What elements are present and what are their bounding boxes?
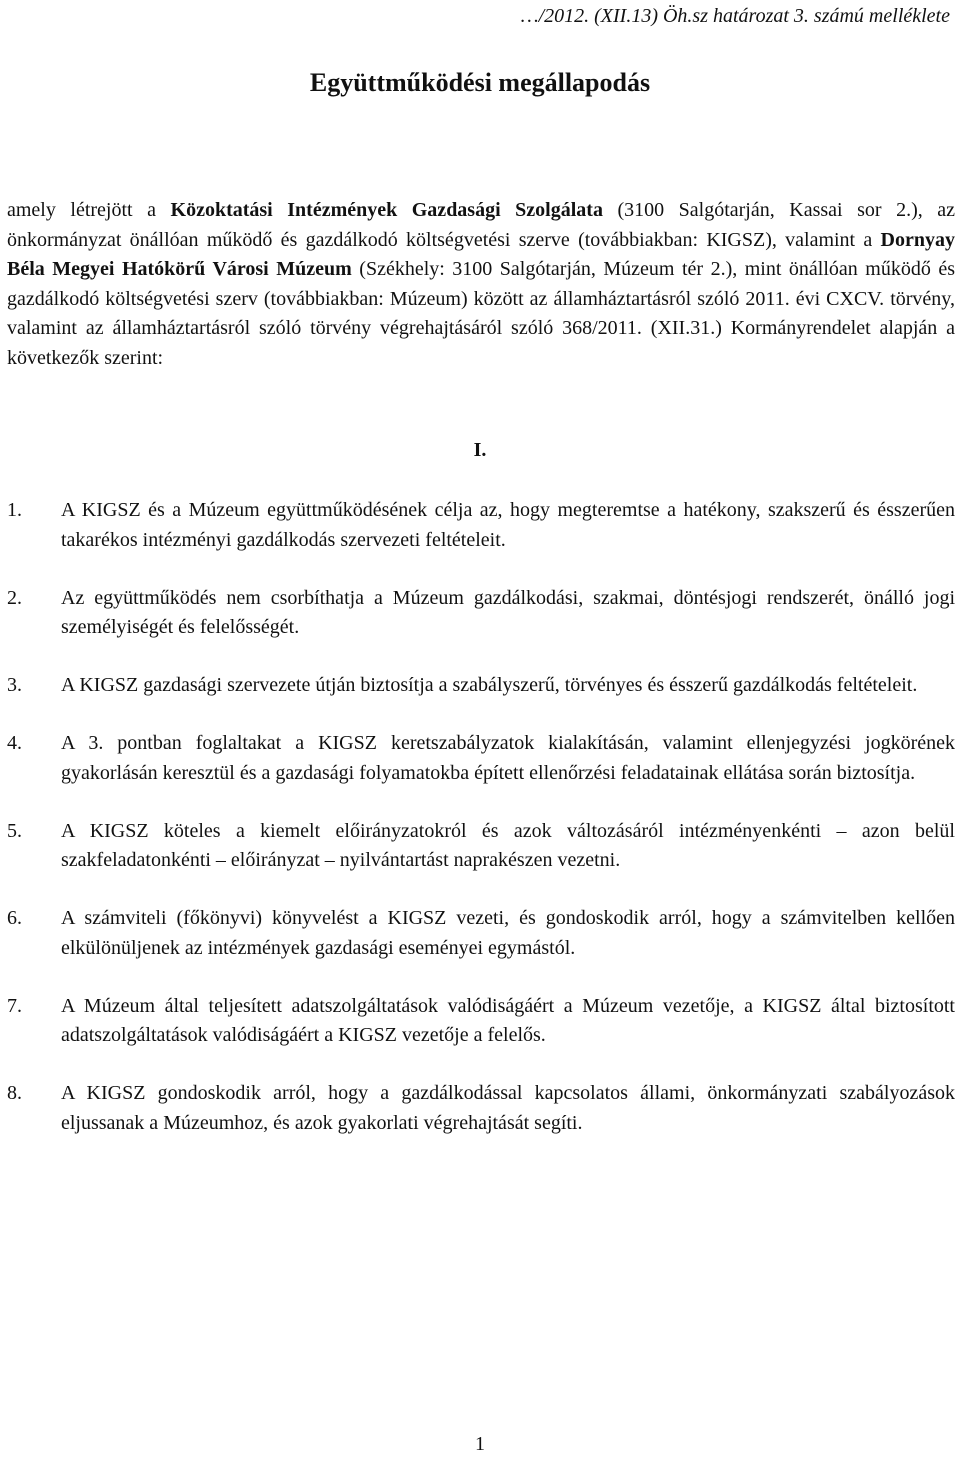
clause-item bbox=[7, 817, 955, 876]
intro-text-2: (3100 Salgótarján, Kassai sor 2.), az önkormányzat önállóan működő és gazdálkodó költségvetési szerve (továbbiakban: KIGSZ), valamint a bbox=[7, 199, 956, 251]
intro-text-1: amely létrejött a bbox=[7, 199, 171, 221]
clause-list bbox=[7, 496, 955, 1167]
clause-text: A KIGSZ gazdasági szervezete útján biztosítja a szabályszerű, törvényes és ésszerű gazdálkodás feltételeit. bbox=[61, 674, 918, 696]
clause-number: 3. bbox=[7, 674, 22, 696]
clause-number: 6. bbox=[7, 907, 22, 929]
clause-text: A Múzeum által teljesített adatszolgáltatások valódiságáért a Múzeum vezetője, a KIGSZ által biztosított adatszolgáltatások valódiságáért a KIGSZ vezetője a felelős. bbox=[61, 994, 955, 1046]
clause-text: A számviteli (főkönyvi) könyvelést a KIGSZ vezeti, és gondoskodik arról, hogy a számvitelben kellően elkülönüljenek az intézmények gazdasági eseményei egymástól. bbox=[61, 907, 955, 959]
clause-item bbox=[7, 584, 955, 643]
clause-text: A 3. pontban foglaltakat a KIGSZ keretszabályzatok kialakításán, valamint ellenjegyzési jogkörének gyakorlásán keresztül és a gazdasági folyamatokba épített ellenőrzési feladatainak ellátása során biztosítja. bbox=[61, 732, 955, 784]
clause-item bbox=[7, 729, 955, 788]
clause-item bbox=[7, 992, 955, 1051]
intro-text-3: (Székhely: 3100 Salgótarján, Múzeum tér 2.), mint önállóan működő és gazdálkodó költségvetési szerv (továbbiakban: Múzeum) között az államháztartásról szóló 2011. évi CXCV. törvény, valamint az államháztartásról szóló törvény végrehajtásáról szóló 368/2011. (XII.31.) Kormányrendelet alapján a következők szerint: bbox=[7, 258, 955, 369]
clause-number: 1. bbox=[7, 499, 22, 521]
clause-number: 2. bbox=[7, 586, 22, 609]
intro-paragraph bbox=[7, 196, 955, 373]
party-museum-name: Dornyay Béla Megyei Hatókörű Városi Múzeum bbox=[7, 228, 955, 280]
party-kigsz-name: Közoktatási Intézmények Gazdasági Szolgálata bbox=[170, 199, 603, 221]
clause-number: 4. bbox=[7, 732, 22, 754]
clause-text: Az együttműködés nem csorbíthatja a Múzeum gazdálkodási, szakmai, döntésjogi rendszerét, önálló jogi személyiségét és felelősségét. bbox=[61, 586, 955, 638]
clause-number: 8. bbox=[7, 1082, 22, 1104]
resolution-reference: …/2012. (XII.13) Öh.sz határozat 3. számú melléklete bbox=[520, 5, 950, 27]
clause-text: A KIGSZ köteles a kiemelt előirányzatokról és azok változásáról intézményenkénti – azon belül szakfeladatonkénti – előirányzat – nyilvántartást naprakészen vezetni. bbox=[61, 819, 955, 871]
clause-number: 5. bbox=[7, 819, 22, 842]
clause-text: A KIGSZ és a Múzeum együttműködésének célja az, hogy megteremtse a hatékony, szakszerű és ésszerűen takarékos intézményi gazdálkodás szervezeti feltételeit. bbox=[61, 499, 955, 551]
section-heading-i: I. bbox=[473, 439, 487, 461]
clause-number: 7. bbox=[7, 994, 22, 1017]
page-number: 1 bbox=[475, 1433, 485, 1455]
clause-text: A KIGSZ gondoskodik arról, hogy a gazdálkodással kapcsolatos állami, önkormányzati szabályozások eljussanak a Múzeumhoz, és azok gyakorlati végrehajtását segíti. bbox=[61, 1082, 955, 1134]
document-title: Együttműködési megállapodás bbox=[309, 68, 651, 97]
clause-item bbox=[7, 904, 955, 963]
clause-item bbox=[7, 671, 955, 701]
clause-item bbox=[7, 1079, 955, 1138]
clause-item bbox=[7, 496, 955, 555]
